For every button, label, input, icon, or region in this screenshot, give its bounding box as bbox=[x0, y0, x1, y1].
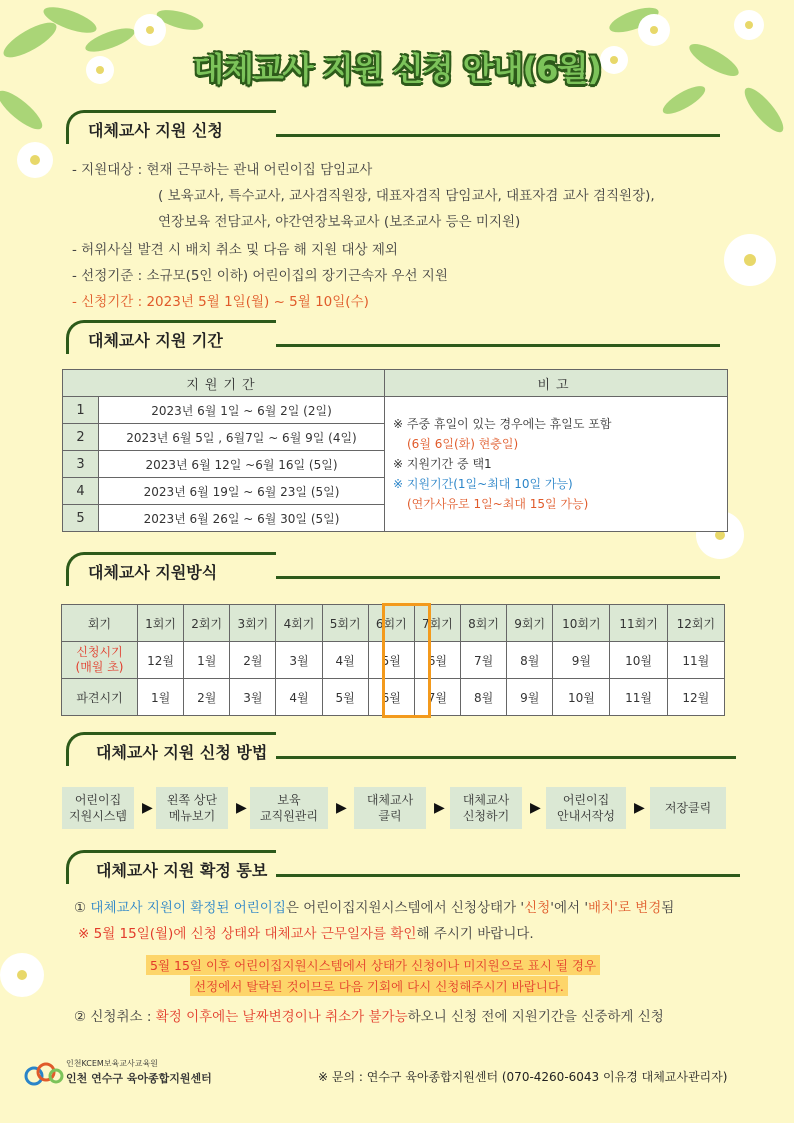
flow-step-line-2: 안내서작성 bbox=[557, 809, 615, 823]
flow-arrow-icon: ▶ bbox=[434, 800, 445, 816]
section-title: 대체교사 지원 신청 방법 bbox=[96, 743, 268, 762]
session-header: 11회기 bbox=[610, 605, 667, 642]
dispatch-month-cell: 9월 bbox=[507, 679, 553, 716]
row-number: 1 bbox=[63, 397, 99, 424]
flow-arrow-icon: ▶ bbox=[236, 800, 247, 816]
text-segment: 은 어린이집지원시스템에서 신청상태가 ' bbox=[285, 900, 525, 916]
text-segment: ② 신청취소 : bbox=[74, 1009, 156, 1025]
section-header-period bbox=[66, 320, 722, 356]
section-header-method bbox=[66, 552, 722, 588]
period-table bbox=[62, 369, 728, 532]
text-segment: 대체교사 지원이 확정된 어린이집 bbox=[90, 900, 286, 916]
apply-month-cell: 1월 bbox=[184, 642, 230, 679]
apply-time-sub: (매월 초) bbox=[75, 660, 124, 674]
section-title: 대체교사 지원 신청 bbox=[88, 121, 223, 140]
flower-decoration-bottom-left bbox=[0, 920, 60, 1030]
note-line-1: ※ 주중 휴일이 있는 경우에는 휴일도 포함 bbox=[393, 417, 612, 431]
apply-month-cell: 4월 bbox=[322, 642, 368, 679]
session-header: 6회기 bbox=[368, 605, 414, 642]
apply-target: - 지원대상 : 현재 근무하는 관내 어린이집 담임교사 bbox=[72, 162, 373, 178]
note-cell bbox=[385, 397, 728, 532]
section-header-apply bbox=[66, 110, 722, 146]
page-title: 대체교사 지원 신청 안내(6월) bbox=[193, 50, 601, 88]
section-title: 대체교사 지원 확정 통보 bbox=[96, 861, 268, 880]
dispatch-month-cell: 8월 bbox=[460, 679, 506, 716]
apply-month-cell: 12월 bbox=[138, 642, 184, 679]
row-number: 3 bbox=[63, 451, 99, 478]
flower-decoration-right bbox=[690, 200, 794, 320]
apply-target-detail-1: ( 보육교사, 특수교사, 교사겸직원장, 대표자겸직 담임교사, 대표자겸 교사 겸직원장), bbox=[158, 188, 655, 204]
apply-month-cell: 9월 bbox=[553, 642, 610, 679]
flow-arrow-icon: ▶ bbox=[336, 800, 347, 816]
text-segment: 됨 bbox=[661, 900, 675, 916]
text-segment: 확정 이후에는 날짜변경이나 취소가 불가능 bbox=[155, 1009, 408, 1025]
period-header: 지원기간 bbox=[63, 370, 385, 397]
apply-month-cell: 10월 bbox=[610, 642, 667, 679]
text-segment: '로 변경 bbox=[614, 900, 662, 916]
flow-step-line-2: 지원시스템 bbox=[69, 809, 127, 823]
dispatch-month-cell: 11월 bbox=[610, 679, 667, 716]
text-segment: '에서 ' bbox=[550, 900, 589, 916]
warning-line-1: 5월 15일 이후 어린이집지원시스템에서 상태가 신청이나 미지원으로 표시 될 경우 bbox=[146, 955, 600, 975]
flow-step bbox=[450, 787, 522, 829]
session-header: 8회기 bbox=[460, 605, 506, 642]
apply-exclusion: - 허위사실 발견 시 배치 취소 및 다음 해 지원 대상 제외 bbox=[72, 242, 398, 258]
flow-step bbox=[546, 787, 626, 829]
apply-month-cell: 11월 bbox=[667, 642, 724, 679]
flow-arrow-icon: ▶ bbox=[634, 800, 645, 816]
apply-month-cell: 5월 bbox=[368, 642, 414, 679]
apply-criteria: - 선정기준 : 소규모(5인 이하) 어린이집의 장기근속자 우선 지원 bbox=[72, 268, 448, 284]
flow-arrow-icon: ▶ bbox=[530, 800, 541, 816]
flow-step-line-2: 메뉴보기 bbox=[168, 809, 216, 823]
apply-time-label: 신청시기 bbox=[76, 645, 123, 659]
flow-step-line-2: 클릭 bbox=[378, 809, 402, 823]
flow-step-line-1: 대체교사 bbox=[366, 793, 414, 807]
text-segment: 해 주시기 바랍니다. bbox=[416, 926, 534, 942]
note-line-3: ※ 지원기간 중 택1 bbox=[393, 457, 492, 471]
flow-step bbox=[156, 787, 228, 829]
note-header: 비고 bbox=[385, 370, 728, 397]
row-header: 회기 bbox=[62, 605, 138, 642]
org-name: 인천 연수구 육아종합지원센터 bbox=[66, 1072, 212, 1085]
note-line-5: (연가사유로 1일~최대 15일 가능) bbox=[407, 497, 589, 511]
org-logo-icon bbox=[24, 1058, 64, 1088]
apply-target-detail-2: 연장보육 전담교사, 야간연장보육교사 (보조교사 등은 미지원) bbox=[158, 214, 521, 230]
text-segment: ※ 5월 15일(월)에 신청 상태와 대체교사 근무일자를 확인 bbox=[78, 926, 417, 942]
flow-step-line-2: 신청하기 bbox=[462, 809, 510, 823]
dispatch-month-cell: 4월 bbox=[276, 679, 322, 716]
session-header: 7회기 bbox=[414, 605, 460, 642]
session-header: 3회기 bbox=[230, 605, 276, 642]
dispatch-month-cell: 3월 bbox=[230, 679, 276, 716]
confirm-line-1 bbox=[74, 896, 674, 916]
table-row bbox=[63, 397, 728, 424]
row-header: 파견시기 bbox=[62, 679, 138, 716]
row-number: 2 bbox=[63, 424, 99, 451]
row-number: 4 bbox=[63, 478, 99, 505]
section-header-confirm bbox=[66, 850, 742, 886]
flow-step bbox=[354, 787, 426, 829]
note-line-4: ※ 지원기간(1일~최대 10일 가능) bbox=[393, 477, 573, 491]
org-name-small: 인천KCEM보육교사교육원 bbox=[66, 1059, 158, 1068]
session-header: 4회기 bbox=[276, 605, 322, 642]
session-header: 12회기 bbox=[667, 605, 724, 642]
period-cell: 2023년 6월 5일 , 6월7일 ~ 6월 9일 (4일) bbox=[99, 424, 385, 451]
dispatch-month-cell: 6월 bbox=[368, 679, 414, 716]
note-line-2: (6월 6일(화) 현충일) bbox=[407, 437, 519, 451]
text-segment: 배치 bbox=[588, 900, 615, 916]
session-header: 1회기 bbox=[138, 605, 184, 642]
warning-line-2: 선정에서 탈락된 것이므로 다음 기회에 다시 신청해주시기 바랍니다. bbox=[190, 976, 568, 996]
flow-step-line-1: 대체교사 bbox=[462, 793, 510, 807]
flow-step-line-2: 교직원관리 bbox=[260, 809, 318, 823]
apply-month-cell: 6월 bbox=[414, 642, 460, 679]
dispatch-month-cell: 5월 bbox=[322, 679, 368, 716]
flow-arrow-icon: ▶ bbox=[142, 800, 153, 816]
apply-month-cell: 2월 bbox=[230, 642, 276, 679]
flow-step-line-1: 어린이집 bbox=[562, 793, 610, 807]
text-segment: 신청 bbox=[524, 900, 551, 916]
dispatch-month-cell: 2월 bbox=[184, 679, 230, 716]
confirm-line-2 bbox=[78, 922, 534, 942]
apply-month-cell: 7월 bbox=[460, 642, 506, 679]
row-header bbox=[62, 642, 138, 679]
section-header-howto bbox=[66, 732, 738, 768]
current-session-highlight bbox=[382, 603, 431, 718]
period-cell: 2023년 6월 12일 ~6월 16일 (5일) bbox=[99, 451, 385, 478]
section-title: 대체교사 지원 기간 bbox=[88, 331, 223, 350]
flow-step bbox=[62, 787, 134, 829]
dispatch-month-cell: 7월 bbox=[414, 679, 460, 716]
flow-step-line-1: 저장클릭 bbox=[664, 801, 712, 815]
text-segment: ① bbox=[74, 900, 91, 916]
contact-info: ※ 문의 : 연수구 육아종합지원센터 (070-4260-6043 이유경 대체교사관리자) bbox=[318, 1070, 728, 1084]
flow-step-line-1: 왼쪽 상단 bbox=[166, 793, 218, 807]
period-cell: 2023년 6월 26일 ~ 6월 30일 (5일) bbox=[99, 505, 385, 532]
row-number: 5 bbox=[63, 505, 99, 532]
dispatch-month-cell: 12월 bbox=[667, 679, 724, 716]
flow-step bbox=[650, 787, 726, 829]
period-cell: 2023년 6월 19일 ~ 6월 23일 (5일) bbox=[99, 478, 385, 505]
confirm-line-3 bbox=[74, 1005, 664, 1025]
session-header: 5회기 bbox=[322, 605, 368, 642]
session-header: 2회기 bbox=[184, 605, 230, 642]
flow-step-line-1: 어린이집 bbox=[74, 793, 122, 807]
dispatch-month-cell: 10월 bbox=[553, 679, 610, 716]
flow-step-line-1: 보육 bbox=[277, 793, 301, 807]
dispatch-month-cell: 1월 bbox=[138, 679, 184, 716]
apply-month-cell: 3월 bbox=[276, 642, 322, 679]
apply-month-cell: 8월 bbox=[507, 642, 553, 679]
session-header: 10회기 bbox=[553, 605, 610, 642]
flow-step bbox=[250, 787, 328, 829]
period-cell: 2023년 6월 1일 ~ 6월 2일 (2일) bbox=[99, 397, 385, 424]
apply-period: - 신청기간 : 2023년 5월 1일(월) ~ 5월 10일(수) bbox=[72, 294, 369, 310]
section-title: 대체교사 지원방식 bbox=[88, 563, 218, 582]
session-header: 9회기 bbox=[507, 605, 553, 642]
text-segment: 하오니 신청 전에 지원기간을 신중하게 신청 bbox=[407, 1009, 664, 1025]
